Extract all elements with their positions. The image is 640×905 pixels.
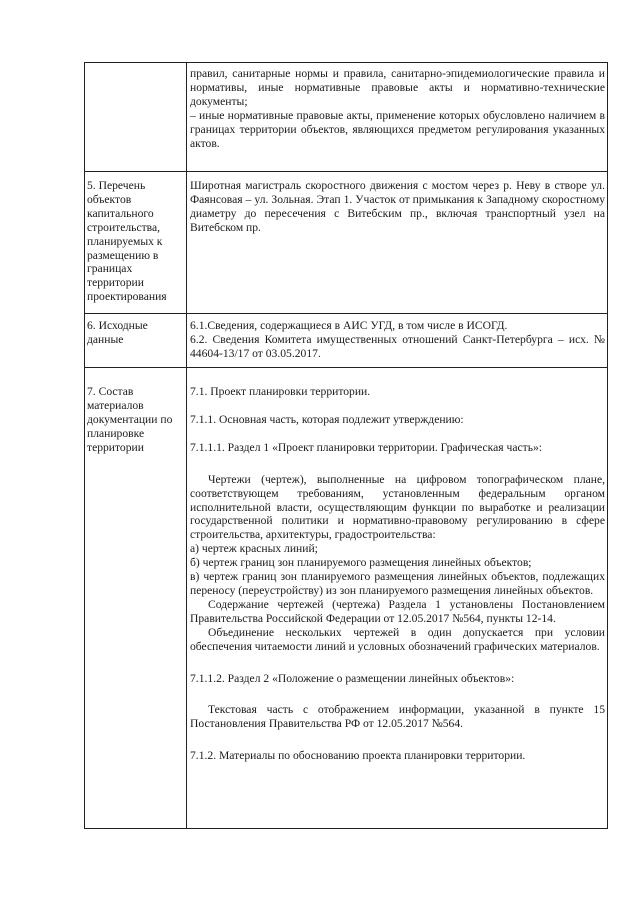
row-3-para: Текстовая часть с отображением информации, указанной в пункте 15 Постановления Правительства РФ от 12.05.2017 №564.	[190, 703, 605, 731]
row-3-content	[190, 385, 605, 763]
row-0-para: правил, санитарные нормы и правила, санитарно-эпидемиологические правила и нормативы, иные нормативные правовые акты и нормативно-технические документы;	[190, 67, 605, 108]
row-1-para: Широтная магистраль скоростного движения с мостом через р. Неву в створе ул. Фаянсовая – ул. Зольная. Этап 1. Участок от примыкания к Западному скоростному диаметру до пересечения с Витебским пр., включая транспортный узел на Витебском пр.	[190, 179, 605, 234]
row-3-para: 7.1.1.2. Раздел 2 «Положение о размещении линейных объектов»:	[190, 671, 515, 685]
row-2-label-text: 6. Исходные данные	[87, 319, 148, 346]
row-3-para: 7.1.1. Основная часть, которая подлежит утверждению:	[190, 412, 464, 426]
row-3-para: Объединение нескольких чертежей в один допускается при условии обеспечения читаемости линий и условных обозначений графических материалов.	[190, 625, 605, 653]
row-1-content	[190, 179, 605, 235]
row-3-para: Чертежи (чертеж), выполненные на цифровом топографическом плане, соответствующем требованиям, установленным федеральным органом исполнительной власти, осуществляющим функции по выработке и реализации государственной политики и нормативно-правовому регулированию в сфере строительства, архитектуры, градостроительства:	[190, 472, 605, 542]
row-0-content	[190, 67, 605, 150]
row-3-para: Содержание чертежей (чертежа) Раздела 1 установлены Постановлением Правительства Российской Федерации от 12.05.2017 №564, пункты 12-14.	[190, 597, 605, 625]
row-3-list-item: б) чертеж границ зон планируемого размещения линейных объектов;	[190, 556, 532, 570]
row-3-para: 7.1.1.1. Раздел 1 «Проект планировки территории. Графическая часть»:	[190, 440, 543, 454]
row-3-list-item: в) чертеж границ зон планируемого размещения линейных объектов, подлежащих переносу (переустройству) из зон планируемого размещения линейных объектов.	[190, 570, 605, 597]
row-3-para: 7.1. Проект планировки территории.	[190, 385, 371, 398]
row-3-para: 7.1.2. Материалы по обоснованию проекта планировки территории.	[190, 749, 526, 763]
requirements-table	[84, 62, 608, 829]
row-2-label	[87, 319, 184, 347]
column-divider	[186, 63, 187, 828]
row-0-para: – иные нормативные правовые акты, применение которых обусловлено наличием в границах территории объектов, являющихся предметом регулирования указанных актов.	[190, 108, 605, 150]
row-divider	[85, 367, 607, 368]
row-2-para: 6.2. Сведения Комитета имущественных отношений Санкт-Петербурга – исх. № 44604-13/17 от 03.05.2017.	[190, 332, 605, 360]
row-3-label	[87, 385, 184, 455]
row-1-label-text: 5. Перечень объектов капитального строительства, планируемых к размещению в границах территории проектирования	[87, 179, 167, 304]
row-divider	[85, 313, 607, 314]
row-3-list-item: а) чертеж красных линий;	[190, 542, 318, 556]
row-3-label-text: 7. Состав материалов документации по планировке территории	[87, 385, 173, 454]
row-2-content	[190, 319, 605, 361]
row-2-para: 6.1.Сведения, содержащиеся в АИС УГД, в том числе в ИСОГД.	[190, 319, 508, 332]
row-divider	[85, 171, 607, 172]
row-1-label	[87, 179, 184, 304]
